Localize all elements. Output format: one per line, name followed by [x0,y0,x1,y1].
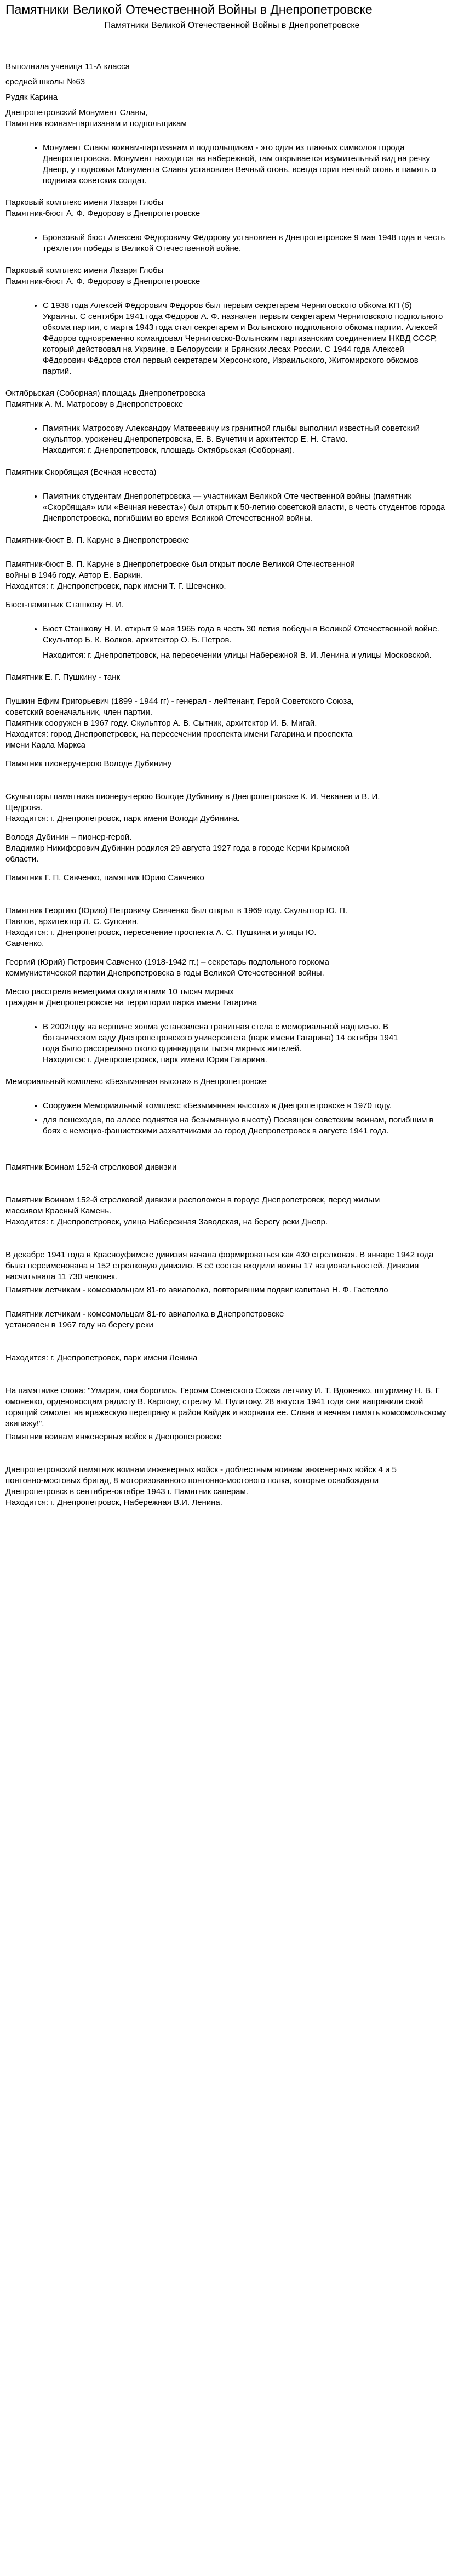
paragraph [5,1309,455,1331]
list-item [43,300,448,377]
paragraph-text: Находится: г. Днепропетровск, улица Набережная Заводская, на берегу реки Днепр. [5,1217,328,1227]
list-item-text: • Бронзовый бюст Алексею Фёдоровичу Фёдорову установлен в Днепропетровске 9 мая 1948 года в честь трёхлетия победы в Великой Отечественной войне. [43,233,445,253]
heading-line: Памятник-бюст А. Ф. Федорову в Днепропетровске [5,277,201,286]
bullet-list [0,232,448,254]
list-item-text: Находится: г. Днепропетровск, парк имени Юрия Гагарина. [43,1055,267,1064]
list-item [43,1022,448,1065]
paragraph-text: Находится: г. Днепропетровск, парк имени Володи Дубинина. [5,814,240,823]
heading-line: Памятник Скорбящая (Вечная невеста) [5,468,157,477]
paragraph-text: Памятник летчикам - комсомольцам 81-го авиаполка в Днепропетровске установлен в 1967 году на берегу реки [5,1309,284,1330]
list-item [43,491,448,524]
bullet-list [0,300,448,377]
paragraph [5,696,356,751]
list-item-text: Находится: г. Днепропетровск, площадь Октябрьская (Соборная). [43,446,294,455]
heading-line: Место расстрела немецкими оккупантами 10 тысяч мирных [5,987,234,996]
heading-line: Октябрьская (Соборная) площадь Днепропетровска [5,389,205,398]
paragraph-text: Памятник Георгию (Юрию) Петровичу Савченко был открыт в 1969 году. Скульптор Ю. П. Павлов, архитектор Л. С. Супонин. [5,906,348,926]
paragraph [5,791,394,824]
heading-line: Памятник Воинам 152-й стрелковой дивизии [5,1162,177,1172]
bullet-list [0,423,448,456]
list-item-text: • С 1938 года Алексей Фёдорович Фёдоров был первым секретарем Черниговского обкома КП (б) Украины. С сентября 1941 года Фёдоров А. Ф. назначен первым секретарем Черниговского подпольного обкома партии, с марта 1943 года стал секретарем и Волынского подпольного обкома партии. Алексей Фёдоров одновременно командовал Черниговско-Волынским партизанским соединением НКВД СССР, который действовал на Украине, в Белоруссии и Брянских лесах России. С 1944 года Алексей Фёдорович Фёдоров стол первый секретарем Херсонского, Израильского, Житомирского обкомов партий. [43,301,443,376]
paragraph [5,1250,455,1283]
heading-line: Парковый комплекс имени Лазаря Глобы [5,266,164,275]
paragraph [5,905,356,949]
paragraph-text: Скульпторы памятника пионеру-герою Володе Дубинину в Днепропетровске К. И. Чеканев и В. И. Щедрова. [5,792,380,812]
list-item [43,143,448,186]
list-item [43,624,448,661]
list-item [43,232,448,254]
section-heading [5,1432,455,1443]
section-heading [5,759,455,770]
section-heading [5,107,455,129]
heading-line: Памятник-бюст В. П. Каруне в Днепропетровске [5,535,190,545]
author-line: средней школы №63 [5,77,85,87]
list-item-text: • Памятник студентам Днепропетровска — участникам Великой Оте чественной войны (памятник «Скорбящая» или «Вечная невеста») был открыт к 50-летию советской власти, в честь студентов города Днепропетровска, погибшим во время Великой Отечественной войны. [43,492,445,523]
paragraph-text: Памятник Воинам 152-й стрелковой дивизии расположен в городе Днепропетровск, перед жилым массивом Красный Камень. [5,1195,380,1216]
section-heading [5,873,455,884]
list-item-text: • для пешеходов, по аллее поднятся на безымянную высоту) Посвящен советским воинам, погибшим в боях с немецко-фашистскими захватчиками за город Днепропетровск в августе 1941 года. [43,1115,434,1136]
heading-line: Парковый комплекс имени Лазаря Глобы [5,198,164,207]
paragraph-text: Георгий (Юрий) Петрович Савченко (1918-1942 гг.) – секретарь подпольного горкома коммунистической партии Днепропетровска в годы Великой Отечественной войны. [5,958,330,978]
page-title: Памятники Великой Отечественной Войны в Днепропетровске [5,2,373,16]
heading-line: Памятник воинам инженерных войск в Днепропетровске [5,1432,222,1441]
page-subtitle: Памятники Великой Отечественной Войны в Днепропетровске [104,21,360,30]
heading-line: Памятник пионеру-герою Володе Дубинину [5,759,172,768]
author-block [5,61,455,103]
paragraph [5,1386,455,1429]
heading-line: Бюст-памятник Сташкову Н. И. [5,600,124,609]
paragraph-text: Находится: г. Днепропетровск, парк имени Т. Г. Шевченко. [5,582,226,591]
paragraph-text: Находится: г. Днепропетровск, пересечение проспекта А. С. Пушкина и улицы Ю. Савченко. [5,928,317,948]
bullet-list [0,624,448,661]
list-item [43,1101,448,1112]
heading-line: Днепропетровский Монумент Славы, [5,108,148,117]
list-item-text: Находится: г. Днепропетровск, на пересечении улицы Набережной В. И. Ленина и улицы Московской. [43,651,432,660]
paragraph [5,1464,455,1508]
list-item [43,423,448,456]
heading-line: Памятник летчикам - комсомольцам 81-го авиаполка, повторившим подвиг капитана Н. Ф. Гастелло [5,1285,388,1295]
paragraph-text: Пушкин Ефим Григорьевич (1899 - 1944 гг) - генерал - лейтенант, Герой Советского Союза, советский военачальник, член партии. [5,697,354,717]
section-heading [5,535,455,546]
list-item-text: • В 2002году на вершине холма установлена гранитная стела с мемориальной надписью. В ботаническом саду Днепропетровского университета (парк имени Гагарина) 14 октября 1941 года было расстреляно около одиннадцати тысяч мирных жителей. [43,1022,398,1053]
section-heading [5,467,455,478]
list-item-text: • Сооружен Мемориальный комплекс «Безымянная высота» в Днепропетровске в 1970 году. [43,1101,392,1110]
paragraph-text: Володя Дубинин – пионер-герой. [5,833,132,842]
paragraph-text: Владимир Никифорович Дубинин родился 29 августа 1927 года в городе Керчи Крымской области. [5,844,350,864]
paragraph [5,832,378,865]
paragraph-text: В декабре 1941 года в Красноуфимске дивизия начала формироваться как 430 стрелковая. В январе 1942 года была переименована в 152 стрелковую дивизию. В её состав входили воины 17 национальностей. Дивизия насчитывала 11 730 человек. [5,1250,434,1281]
bullet-list [0,143,448,186]
heading-line: Памятник воинам-партизанам и подпольщикам [5,119,187,128]
paragraph [5,1353,455,1364]
section-heading [5,197,455,219]
heading-line: Памятник Е. Г. Пушкину - танк [5,673,121,682]
paragraph [5,957,367,979]
section-heading [5,600,455,611]
section-heading [5,1162,455,1173]
heading-line: Памятник Г. П. Савченко, памятник Юрию Савченко [5,873,204,882]
section-heading [5,672,455,683]
bullet-list [0,491,448,524]
section-heading [5,388,455,410]
heading-line: граждан в Днепропетровске на территории парка имени Гагарина [5,998,257,1007]
heading-line: Памятник А. М. Матросову в Днепропетровске [5,400,184,409]
list-item-text: • Монумент Славы воинам-партизанам и подпольщикам - это один из главных символов города Днепропетровска. Монумент находится на набережной, там открывается изумительный вид на речку Днепр, у подножья Монумента Славы установлен Вечный огонь, всегда горит вечный огонь в память о подвигах советских солдат. [43,143,436,185]
heading-line: Памятник-бюст А. Ф. Федорову в Днепропетровске [5,209,201,218]
section-heading [5,987,455,1008]
paragraph-text: Находится: город Днепропетровск, на пересечении проспекта имени Гагарина и проспекта имени Карла Маркса [5,730,353,750]
bullet-list [0,1022,448,1065]
author-line: Выполнила ученица 11-А класса [5,62,130,71]
paragraph-text: Памятник-бюст В. П. Каруне в Днепропетровске был открыт после Великой Отечественной войны в 1946 году. Автор Е. Баркин. [5,560,355,580]
section-heading [5,1076,455,1087]
heading-line: Мемориальный комплекс «Безымянная высота» в Днепропетровске [5,1077,267,1086]
paragraph-text: На памятнике слова: "Умирая, они боролись. Героям Советского Союза летчику И. Т. Вдовенко, штурману Н. В. Г омоненко, орденоносцам радисту В. Карпову, стрелку М. Пулатову. 28 августа 1941 года они направили свой горящий самолет на вражескую переправу в район Кайдак и взорвали ее. Слава и вечная память комсомольскому экипажу!". [5,1386,446,1428]
bullet-list [0,1101,448,1137]
list-item-text: • Памятник Матросову Александру Матвеевичу из гранитной глыбы выполнил известный советский скульптор, уроженец Днепропетровска, Е. В. Вучетич и архитектор Е. Н. Стамо. [43,424,420,444]
list-item [43,1115,448,1137]
paragraph-text: Днепропетровский памятник воинам инженерных войск - доблестным воинам инженерных войск 4 и 5 понтонно-мостовых бригад, 8 моторизованного понтонно-мостового полка, которые освобождали Днепропетровск в сентябре-октябре 1943 г. Памятник саперам. [5,1465,397,1496]
paragraph-text: Памятник сооружен в 1967 году. Скульптор А. В. Сытник, архитектор И. Б. Мигай. [5,719,317,728]
paragraph-text: Находится: г. Днепропетровск, парк имени Ленина [5,1353,198,1363]
section-heading [5,265,455,287]
author-line: Рудяк Карина [5,93,58,102]
section-heading [5,1285,455,1296]
paragraph [5,559,455,592]
list-item-text: • Бюст Сташкову Н. И. открыт 9 мая 1965 года в честь 30 летия победы в Великой Отечественной войне. Скульптор Б. К. Волков, архитектор О. Б. Петров. [43,624,439,645]
paragraph [5,1195,455,1228]
paragraph-text: Находится: г. Днепропетровск, Набережная В.И. Ленина. [5,1498,222,1507]
